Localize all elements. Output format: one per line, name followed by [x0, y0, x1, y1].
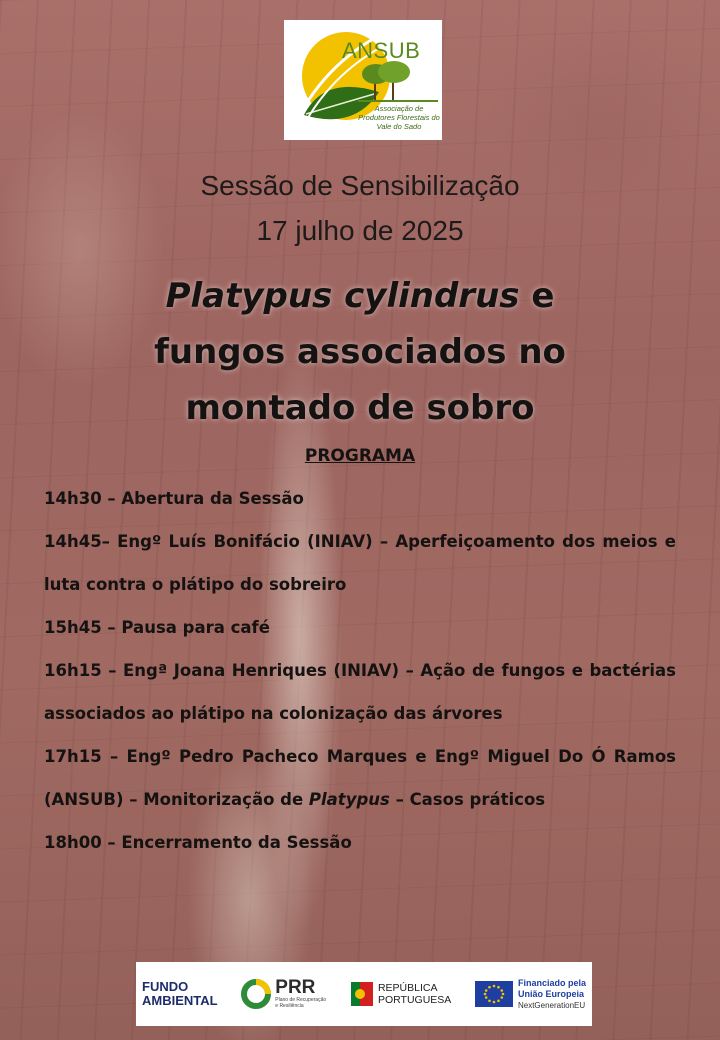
- eu-line-2: União Europeia: [517, 988, 584, 999]
- event-date: 17 julho de 2025: [256, 215, 464, 246]
- title-line-1-rest: e: [519, 276, 555, 316]
- prr-logo: [241, 979, 327, 1009]
- program-item-italic: Platypus: [308, 790, 390, 809]
- event-title: [60, 268, 660, 436]
- fundo-ambiental-line-2: AMBIENTAL: [142, 993, 218, 1008]
- program-item: 15h45 – Pausa para café: [44, 618, 270, 637]
- eu-line-3: NextGenerationEU: [517, 1000, 586, 1010]
- title-line-3: montado de sobro: [185, 388, 535, 428]
- event-type: Sessão de Sensibilização: [200, 170, 520, 201]
- prr-circle-icon: [241, 979, 271, 1009]
- logo-name: ANSUB: [342, 38, 421, 63]
- title-line-1: [60, 268, 660, 324]
- ansub-logo: [284, 20, 442, 140]
- program-item: 16h15 – Engª Joana Henriques (INIAV) – Ação de fungos e bactérias associados ao plátipo na colonização das árvores: [44, 661, 676, 723]
- eu-flag-icon: [475, 981, 513, 1007]
- fundo-ambiental-logo: [142, 980, 218, 1008]
- prr-subtitle: Plano de Recuperação e Resiliência: [275, 997, 327, 1009]
- title-line-2: fungos associados no: [154, 332, 566, 372]
- republica-portuguesa-logo: [351, 980, 451, 1008]
- eu-line-1: Financiado pela: [517, 977, 586, 988]
- portugal-flag-icon: [351, 980, 373, 1008]
- program-item-text: 17h15 – Engº Pedro Pacheco Marques e Engº Miguel Do Ó Ramos (ANSUB) – Monitorização de: [44, 747, 676, 809]
- program-item-text-end: – Casos práticos: [389, 790, 546, 809]
- logo-subtitle: Associação de Produtores Florestais do Vale do Sado: [358, 104, 440, 131]
- scientific-name: Platypus cylindrus: [165, 276, 520, 316]
- republica-line-1: REPÚBLICA: [377, 982, 438, 994]
- fundo-ambiental-line-1: FUNDO: [142, 979, 189, 994]
- program-heading: PROGRAMA: [304, 446, 416, 466]
- program-item: 14h30 – Abertura da Sessão: [44, 489, 304, 508]
- eu-funding-logo: [475, 978, 586, 1011]
- funders-bar: [136, 962, 592, 1026]
- program-item: [44, 735, 676, 821]
- program-item: 14h45– Engº Luís Bonifácio (INIAV) – Aperfeiçoamento dos meios e luta contra o plátipo do sobreiro: [44, 532, 676, 594]
- program-item: 18h00 – Encerramento da Sessão: [44, 833, 352, 852]
- program-list: [44, 477, 676, 864]
- republica-line-2: PORTUGUESA: [377, 994, 452, 1006]
- prr-label: PRR: [275, 977, 316, 998]
